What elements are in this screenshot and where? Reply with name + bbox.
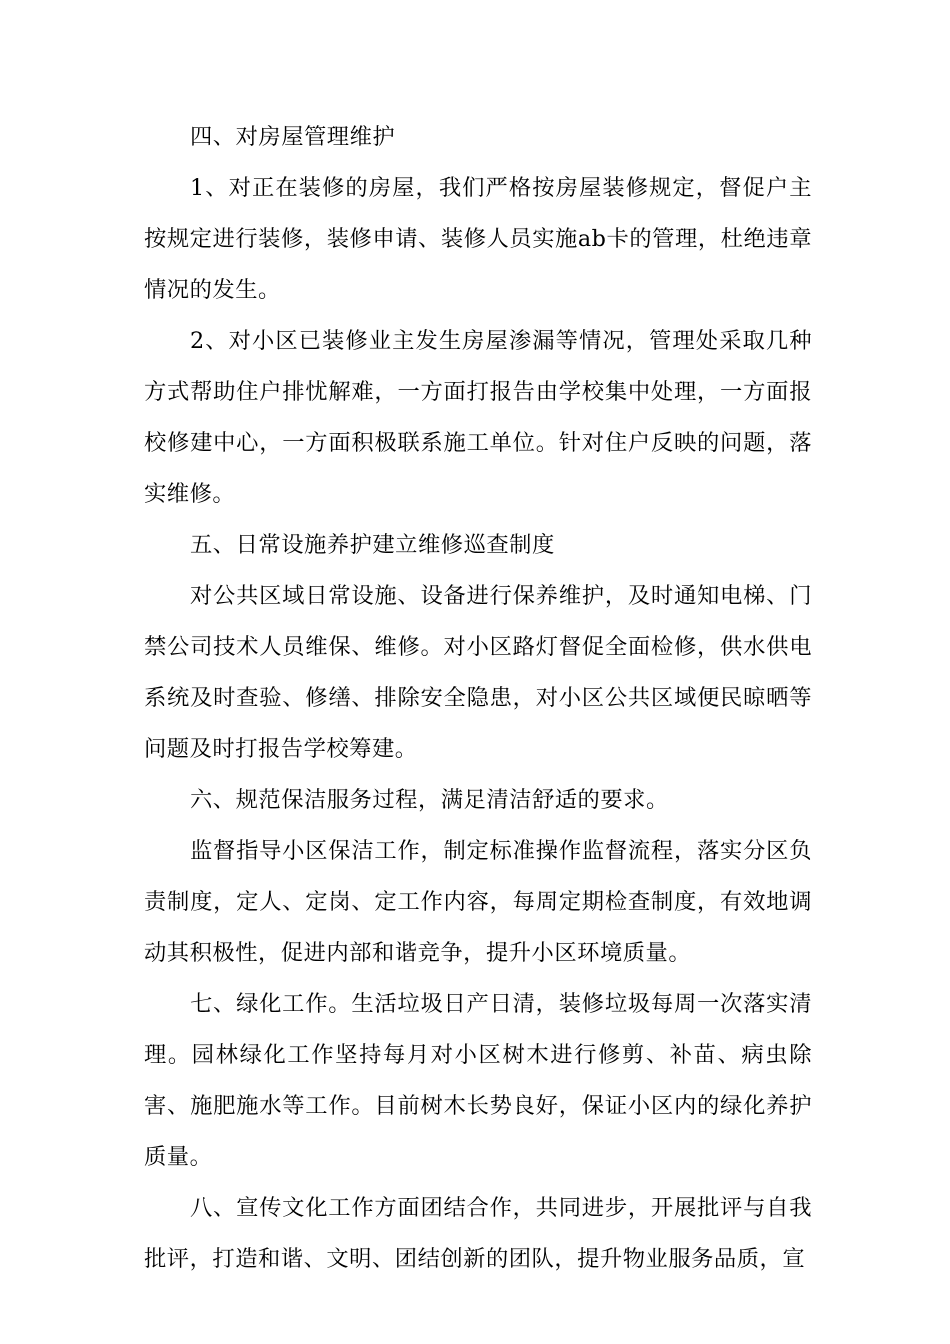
section-heading-house-maintenance: 四、对房屋管理维护 [190, 124, 396, 150]
paragraph-renovation-rules: 1、对正在装修的房屋，我们严格按房屋装修规定，督促户主按规定进行装修，装修申请、装修人员实施ab卡的管理，杜绝违章情况的发生。 [144, 175, 812, 303]
paragraph-cleaning-supervision: 监督指导小区保洁工作，制定标准操作监督流程，落实分区负责制度，定人、定岗、定工作内容，每周定期检查制度，有效地调动其积极性，促进内部和谐竞争，提升小区环境质量。 [144, 838, 812, 966]
section-heading-facility-maintenance: 五、日常设施养护建立维修巡查制度 [190, 532, 555, 558]
document-body [144, 112, 812, 1285]
section-heading-cleaning-service: 六、规范保洁服务过程，满足清洁舒适的要求。 [190, 787, 669, 813]
paragraph-culture-work: 八、宣传文化工作方面团结合作，共同进步，开展批评与自我批评，打造和谐、文明、团结创新的团队，提升物业服务品质，宣 [144, 1195, 812, 1272]
paragraph-leak-handling: 2、对小区已装修业主发生房屋渗漏等情况，管理处采取几种方式帮助住户排忧解难，一方面打报告由学校集中处理，一方面报校修建中心，一方面积极联系施工单位。针对住户反映的问题，落实维修。 [144, 328, 812, 507]
paragraph-greening-work: 七、绿化工作。生活垃圾日产日清，装修垃圾每周一次落实清理。园林绿化工作坚持每月对小区树木进行修剪、补苗、病虫除害、施肥施水等工作。目前树木长势良好，保证小区内的绿化养护质量。 [144, 991, 812, 1170]
paragraph-public-facilities: 对公共区域日常设施、设备进行保养维护，及时通知电梯、门禁公司技术人员维保、维修。对小区路灯督促全面检修，供水供电系统及时查验、修缮、排除安全隐患，对小区公共区域便民晾晒等问题及时打报告学校筹建。 [144, 583, 812, 762]
